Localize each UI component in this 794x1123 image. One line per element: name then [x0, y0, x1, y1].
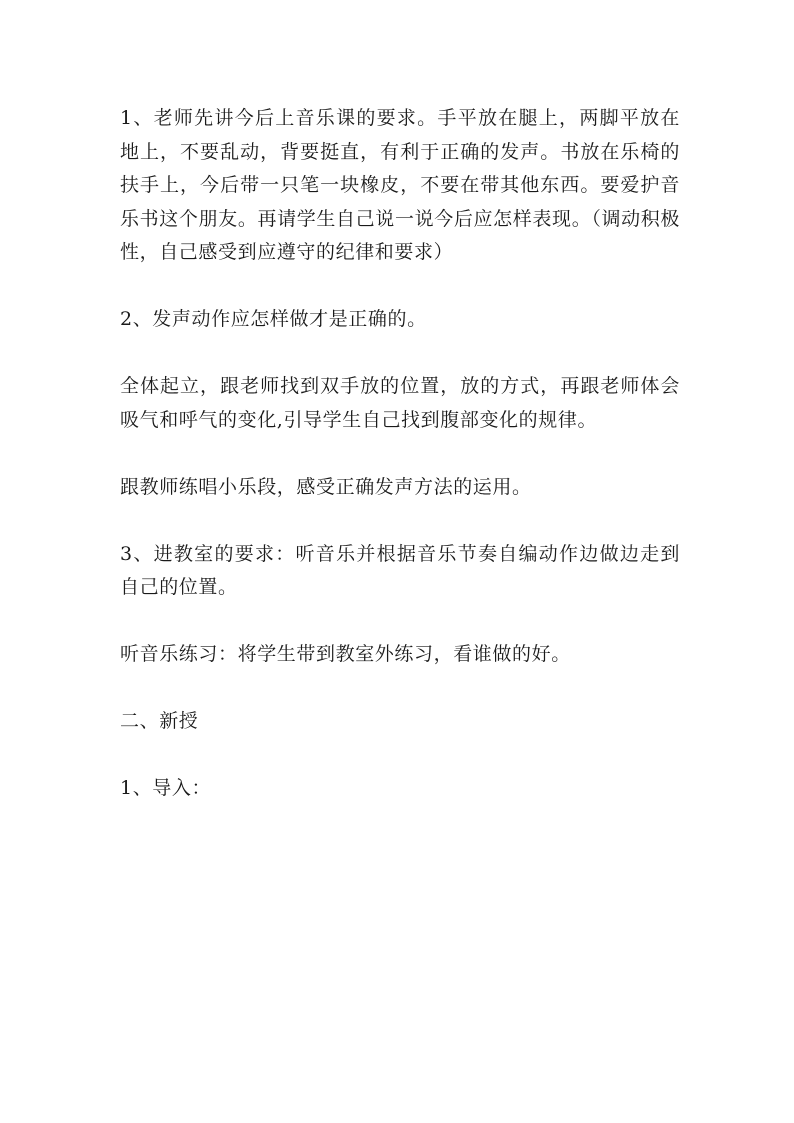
paragraph-singing-practice: 跟教师练唱小乐段，感受正确发声方法的运用。 [120, 475, 532, 498]
section-heading-new-lesson: 二、新授 [120, 710, 199, 732]
document-body [120, 102, 680, 839]
paragraph-breathing-practice: 全体起立，跟老师找到双手放的位置，放的方式，再跟老师体会吸气和呼气的变化,引导学生自己找到腹部变化的规律。 [120, 375, 680, 431]
paragraph-vocal-posture: 2、发声动作应怎样做才是正确的。 [120, 308, 427, 330]
paragraph-listening-practice: 听音乐练习：将学生带到教室外练习，看谁做的好。 [120, 643, 571, 665]
paragraph-entering-classroom: 3、进教室的要求：听音乐并根据音乐节奏自编动作边做边走到自己的位置。 [120, 542, 680, 598]
subsection-heading-introduction: 1、导入： [120, 777, 212, 799]
paragraph-classroom-rules: 1、老师先讲今后上音乐课的要求。手平放在腿上，两脚平放在地上，不要乱动，背要挺直，有利于正确的发声。书放在乐椅的扶手上，今后带一只笔一块橡皮，不要在带其他东西。要爱护音乐书这个朋友。再请学生自己说一说今后应怎样表现。（调动积极性，自己感受到应遵守的纪律和要求） [120, 107, 680, 263]
